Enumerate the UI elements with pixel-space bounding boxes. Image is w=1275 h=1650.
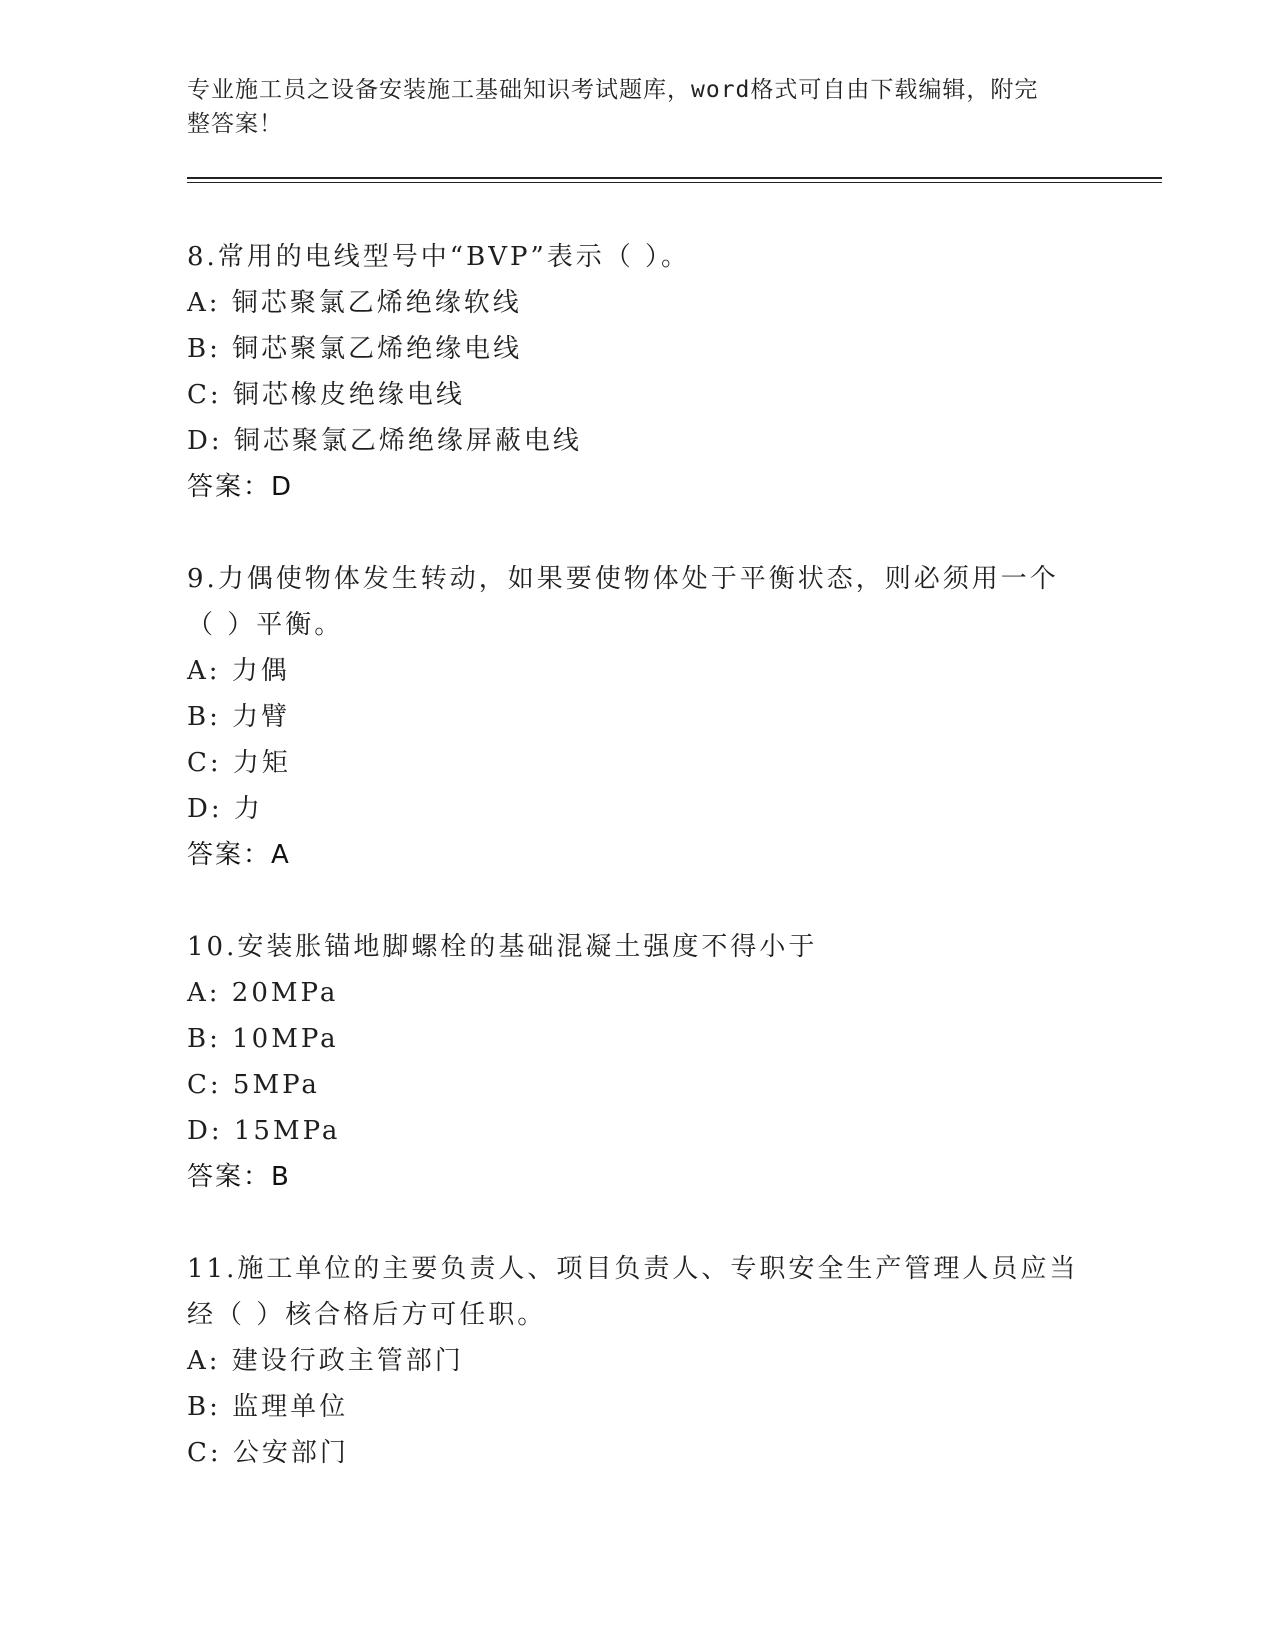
answer-line: 答案：B [187,1162,291,1192]
option-c: C: 铜芯橡皮绝缘电线 [187,380,465,410]
option-a: A: 铜芯聚氯乙烯绝缘软线 [187,288,522,318]
option-a: A: 力偶 [187,656,290,686]
option-a: A: 20MPa [187,978,339,1008]
option-d: D: 力 [187,794,263,824]
question-list [187,234,1087,1522]
option-c: C: 力矩 [187,748,291,778]
option-b: B: 10MPa [187,1024,339,1054]
option-a: A: 建设行政主管部门 [187,1346,464,1376]
question-stem: 11.施工单位的主要负责人、项目负责人、专职安全生产管理人员应当 [187,1254,1079,1284]
header-rule-thick [187,177,1162,179]
question-8 [187,234,1087,510]
question-11 [187,1246,1087,1476]
question-stem-continued: 经（ ）核合格后方可任职。 [187,1300,547,1330]
question-stem-continued: （ ）平衡。 [187,610,344,640]
option-b: B: 铜芯聚氯乙烯绝缘电线 [187,334,523,364]
option-d: D: 15MPa [187,1116,341,1146]
question-stem: 9.力偶使物体发生转动，如果要使物体处于平衡状态，则必须用一个 [187,564,1059,594]
option-d: D: 铜芯聚氯乙烯绝缘屏蔽电线 [187,426,582,456]
answer-line: 答案：D [187,472,294,502]
header-rule-thin [187,182,1162,183]
answer-line: 答案：A [187,840,291,870]
option-b: B: 力臂 [187,702,291,732]
question-stem: 8.常用的电线型号中“BVP”表示（ ）。 [187,242,691,272]
question-9 [187,556,1087,878]
option-c: C: 公安部门 [187,1438,349,1468]
option-c: C: 5MPa [187,1070,320,1100]
document-header [187,73,1087,141]
header-line-1: 专业施工员之设备安装施工基础知识考试题库，word格式可自由下载编辑，附完 [187,77,1039,103]
question-stem: 10.安装胀锚地脚螺栓的基础混凝土强度不得小于 [187,932,818,962]
question-10 [187,924,1087,1200]
option-b: B: 监理单位 [187,1392,349,1422]
header-line-2: 整答案！ [187,111,283,137]
